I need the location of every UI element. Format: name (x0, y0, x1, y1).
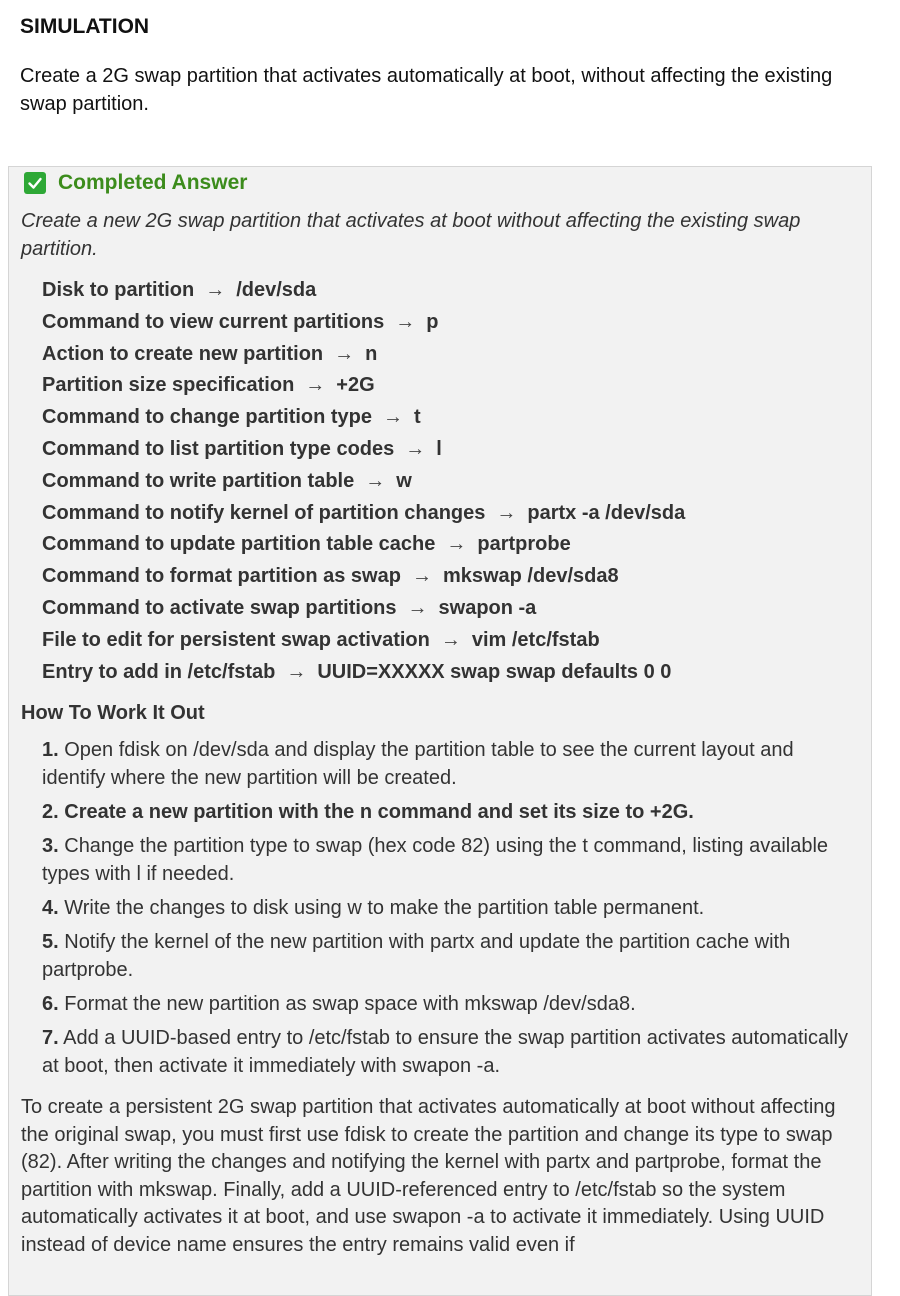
answer-item-label: Command to notify kernel of partition changes (42, 501, 486, 524)
answer-item (42, 561, 685, 593)
step-number: 5. (42, 931, 59, 953)
step-number: 3. (42, 835, 59, 857)
answer-item-value: UUID=XXXXX swap swap defaults 0 0 (317, 660, 672, 683)
arrow-icon: → (286, 660, 307, 683)
answer-item (42, 402, 685, 434)
answer-item-label: File to edit for persistent swap activation (42, 628, 430, 651)
answer-item-value: l (436, 437, 442, 460)
answer-item-label: Command to view current partitions (42, 310, 385, 333)
step-item (42, 990, 852, 1018)
step-text: Format the new partition as swap space with mkswap /dev/sda8. (58, 993, 636, 1015)
step-number: 4. (42, 897, 59, 919)
arrow-icon: → (496, 501, 517, 524)
steps-list (42, 736, 852, 1086)
checkbox-checked-icon (24, 172, 46, 194)
answer-item-list (42, 275, 685, 688)
answer-item-label: Action to create new partition (42, 342, 324, 365)
step-item (42, 894, 852, 922)
arrow-icon: → (334, 342, 355, 365)
summary-text: To create a persistent 2G swap partition that activates automatically at boot without affecting the original swap, you must first use fdisk to create the partition and change its type to swap (82). After writing the changes and notifying the kernel with partx and partprobe, format the partition with mkswap. Finally, add a UUID-referenced entry to /etc/fstab so the system automatically activates it at boot, and use swapon -a to activate it immediately. Using UUID instead of device name ensures the entry remains valid even if (21, 1096, 836, 1256)
answer-item-label: Command to format partition as swap (42, 565, 401, 588)
step-item (42, 928, 852, 984)
step-item (42, 736, 852, 792)
answer-item-label: Disk to partition (42, 279, 195, 301)
answer-item-value: n (365, 342, 378, 365)
answer-header (24, 169, 247, 197)
step-text: Change the partition type to swap (hex code 82) using the t command, listing available types with l if needed. (42, 835, 829, 885)
answer-title: Completed Answer (58, 171, 248, 194)
answer-panel (8, 166, 872, 1296)
arrow-icon: → (365, 469, 386, 492)
question-text: Create a 2G swap partition that activates automatically at boot, without affecting the existing swap partition. (20, 65, 833, 115)
answer-item (42, 529, 685, 561)
steps-title: How To Work It Out (21, 702, 205, 724)
answer-item-value: w (396, 469, 412, 492)
answer-item (42, 434, 685, 466)
step-text: Notify the kernel of the new partition with partx and update the partition cache with partprobe. (42, 931, 791, 981)
answer-item (42, 657, 685, 689)
answer-item (42, 625, 685, 657)
answer-item-value: vim /etc/fstab (471, 628, 600, 651)
arrow-icon: → (383, 406, 404, 429)
step-text: Open fdisk on /dev/sda and display the partition table to see the current layout and identify where the new partition will be created. (42, 739, 794, 789)
step-number: 1. (42, 739, 59, 761)
answer-item-value: swapon -a (438, 596, 537, 619)
page-title: SIMULATION (20, 15, 150, 38)
answer-intro: Create a new 2G swap partition that activates at boot without affecting the existing swap partition. (21, 210, 801, 260)
answer-item-value: /dev/sda (236, 279, 317, 301)
arrow-icon: → (395, 310, 416, 333)
answer-item-label: Command to write partition table (42, 469, 355, 492)
answer-item-value: t (414, 406, 421, 429)
answer-item-value: partx -a /dev/sda (527, 501, 686, 524)
answer-item (42, 498, 685, 530)
answer-item-label: Command to activate swap partitions (42, 596, 397, 619)
step-item (42, 1024, 852, 1080)
answer-item (42, 593, 685, 625)
step-text: Write the changes to disk using w to make the partition table permanent. (58, 897, 705, 919)
step-item (42, 798, 852, 826)
step-text: Create a new partition with the n command and set its size to +2G. (58, 801, 694, 823)
answer-item (42, 466, 685, 498)
answer-item-label: Partition size specification (42, 374, 295, 397)
answer-item (42, 339, 685, 371)
arrow-icon: → (305, 374, 326, 397)
step-number: 7. (42, 1027, 59, 1049)
arrow-icon: → (446, 533, 467, 556)
answer-item-value: p (426, 310, 439, 333)
answer-item-label: Entry to add in /etc/fstab (42, 660, 276, 683)
answer-item (42, 275, 685, 307)
step-text: Add a UUID-based entry to /etc/fstab to ensure the swap partition activates automatically at boot, then activate it immediately with swapon -a. (42, 1027, 848, 1077)
answer-item (42, 370, 685, 402)
arrow-icon: → (205, 279, 226, 301)
step-number: 6. (42, 993, 59, 1015)
answer-item-value: partprobe (477, 533, 571, 556)
answer-item-label: Command to update partition table cache (42, 533, 436, 556)
arrow-icon: → (440, 628, 461, 651)
answer-item-value: mkswap /dev/sda8 (442, 565, 619, 588)
arrow-icon: → (405, 437, 426, 460)
answer-item-label: Command to change partition type (42, 406, 373, 429)
arrow-icon: → (411, 565, 432, 588)
arrow-icon: → (407, 596, 428, 619)
step-number: 2. (42, 801, 59, 823)
step-item (42, 832, 852, 888)
answer-item-label: Command to list partition type codes (42, 437, 395, 460)
answer-item-value: +2G (336, 374, 375, 397)
answer-item (42, 307, 685, 339)
